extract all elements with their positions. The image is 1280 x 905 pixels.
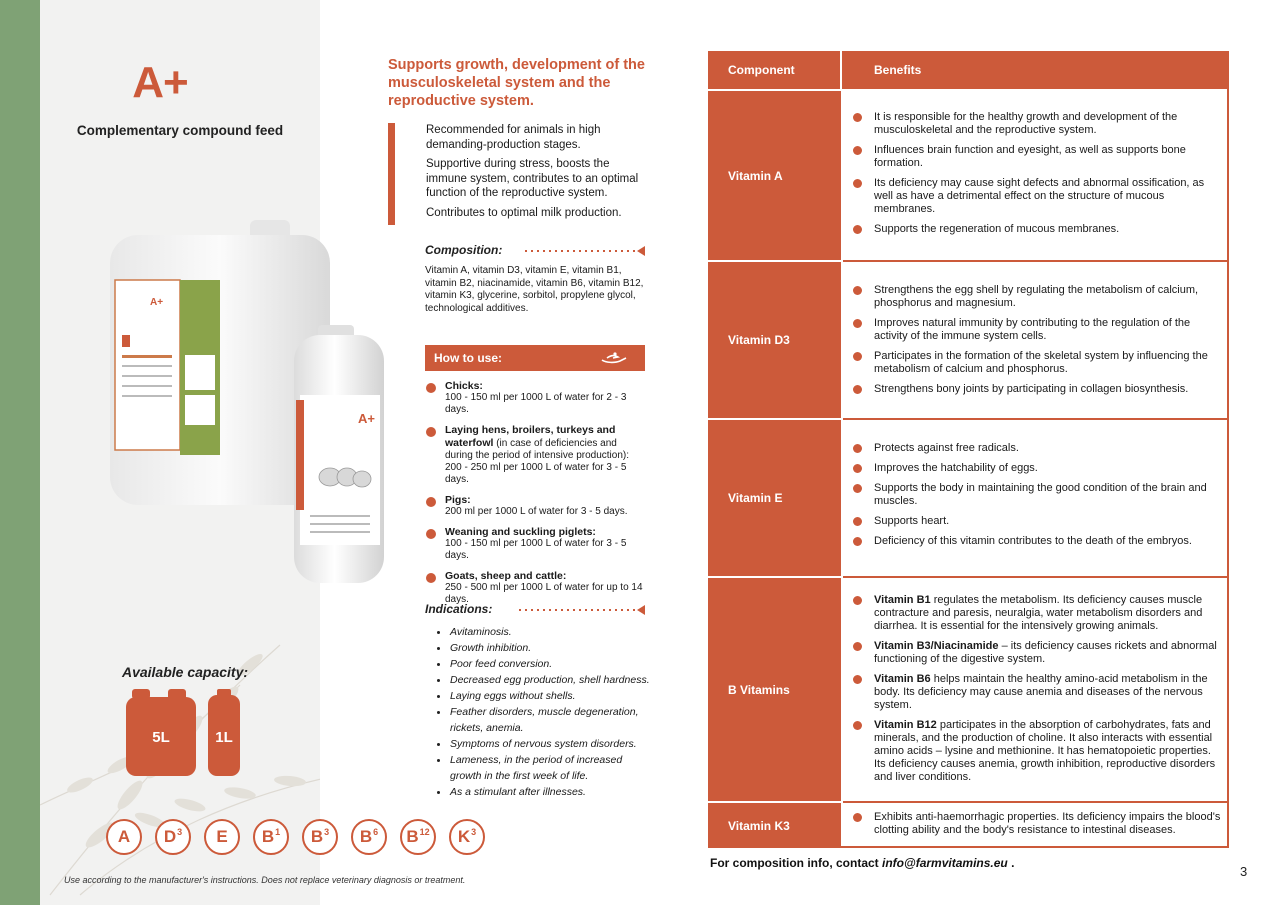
vitamin-benefits-table: [708, 51, 1229, 848]
vitamin-badge-d3: D $^3$: [155, 819, 191, 855]
howto-list: [425, 380, 647, 614]
howto-title: How to use:: [434, 351, 502, 365]
headline: Supports growth, development of the musculoskeletal system and the reproductive system.: [388, 57, 645, 109]
list-item: Participates in the formation of the skeletal system by influencing the metabolism of calcium and phosphorus.: [852, 350, 1222, 376]
list-item: Vitamin B1 regulates the metabolism. Its deficiency causes muscle contracture and paresis, neuralgia, water metabolism disorders and diarrhea. It is essential for the intensively growing animals.: [852, 594, 1222, 633]
list-item: Pigs: 200 ml per 1000 L of water for 3 - 5 days.: [425, 494, 647, 518]
list-item: Growth inhibition.: [436, 640, 651, 656]
capacity-5l-label: 5L: [152, 729, 170, 746]
capacity-1l-label: 1L: [215, 729, 233, 746]
vitamin-badge-b3: B $^3$: [302, 819, 338, 855]
list-item: Lameness, in the period of increased growth in the first week of life.: [436, 752, 651, 784]
vitamin-badge-b6: B $^6$: [351, 819, 387, 855]
list-item: Goats, sheep and cattle: 250 - 500 ml per 1000 L of water for up to 14 days.: [425, 570, 647, 606]
list-item: Improves natural immunity by contributing to the regulation of the activity of the immune system cells.: [852, 317, 1222, 343]
row-label: Vitamin A: [708, 89, 841, 260]
row-label: B Vitamins: [708, 576, 841, 801]
vitamin-badge-k3: K $^3$: [449, 819, 485, 855]
row-benefits: [852, 811, 1222, 844]
row-label: Vitamin E: [708, 418, 841, 576]
indications-list: [436, 624, 651, 800]
table-row: [708, 576, 1229, 801]
table-row: [708, 89, 1229, 260]
table-row: [708, 418, 1229, 576]
howto-header: [425, 345, 645, 371]
list-item: Supports heart.: [852, 515, 1222, 528]
intro-line: Recommended for animals in high demanding-production stages.: [426, 124, 601, 151]
row-benefits: [852, 284, 1222, 403]
composition-text: Vitamin A, vitamin D3, vitamin E, vitamin B1, vitamin B2, niacinamide, vitamin B6, vitamin B12, vitamin K3, glycerine, sorbitol, propylene glycol, technological additives.: [425, 265, 644, 314]
list-item: Strengthens bony joints by participating in collagen biosynthesis.: [852, 383, 1222, 396]
list-item: Supports the body in maintaining the good condition of the brain and muscles.: [852, 482, 1222, 508]
intro-line: Supportive during stress, boosts the immune system, contributes to an optimal function of the reproductive system.: [426, 158, 639, 199]
vitamin-badges: [106, 819, 485, 855]
list-item: Vitamin B3/Niacinamide – its deficiency causes rickets and abnormal functioning of the digestive system.: [852, 640, 1222, 666]
list-item: Supports the regeneration of mucous membranes.: [852, 223, 1222, 236]
contact-email-link[interactable]: info@farmvitamins.eu: [882, 856, 1008, 870]
brand-title: A+: [132, 58, 188, 107]
row-divider: [843, 418, 1229, 420]
list-item: Poor feed conversion.: [436, 656, 651, 672]
list-item: Laying eggs without shells.: [436, 688, 651, 704]
row-divider: [843, 801, 1229, 803]
vitamin-badge-e: E: [204, 819, 240, 855]
list-item: Weaning and suckling piglets: 100 - 150 ml per 1000 L of water for 3 - 5 days.: [425, 526, 647, 562]
row-divider: [843, 576, 1229, 578]
list-item: Its deficiency may cause sight defects and abnormal ossification, as well as have a detrimental effect on the structure of mucous membranes.: [852, 177, 1222, 216]
page-number: 3: [1240, 864, 1248, 879]
product-description: [388, 56, 650, 798]
row-benefits: [852, 442, 1222, 555]
list-item: Decreased egg production, shell hardness.: [436, 672, 651, 688]
intro-block: [388, 123, 650, 225]
header-component: Component: [728, 63, 795, 77]
table-row: [708, 260, 1229, 418]
svg-text:A+: A+: [358, 411, 375, 426]
list-item: Vitamin B12 participates in the absorption of carbohydrates, fats and minerals, and the production of choline. It also interacts with essential amino acids – lysine and methionine. It has hematopoietic properties. Its deficiency causes anemia, growth inhibition, reproductive disorders and liver conditions.: [852, 719, 1222, 784]
list-item: Protects against free radicals.: [852, 442, 1222, 455]
row-label: Vitamin D3: [708, 260, 841, 418]
list-item: Influences brain function and eyesight, as well as supports bone formation.: [852, 144, 1222, 170]
list-item: Feather disorders, muscle degeneration, rickets, anemia.: [436, 704, 651, 736]
list-item: Exhibits anti-haemorrhagic properties. Its deficiency impairs the blood's clotting ability and the body's resistance to intestinal diseases.: [852, 811, 1222, 837]
row-benefits: [852, 594, 1222, 791]
svg-text:A+: A+: [150, 297, 164, 308]
intro-line: Contributes to optimal milk production.: [426, 206, 622, 219]
header-benefits: Benefits: [874, 63, 922, 77]
table-header: [708, 51, 1229, 89]
composition-title: Composition:: [425, 243, 503, 257]
disclaimer: Use according to the manufacturer's instructions. Does not replace veterinary diagnosis or treatment.: [64, 875, 466, 885]
contact-suffix: .: [1007, 856, 1015, 870]
contact-line: [710, 856, 1014, 870]
list-item: Chicks: 100 - 150 ml per 1000 L of water for 2 - 3 days.: [425, 380, 647, 416]
list-item: Improves the hatchability of eggs.: [852, 462, 1222, 475]
vitamin-badge-b12: B $^{12}$: [400, 819, 436, 855]
hand-icon: [601, 352, 627, 364]
list-item: As a stimulant after illnesses.: [436, 784, 651, 800]
list-item: Symptoms of nervous system disorders.: [436, 736, 651, 752]
list-item: Laying hens, broilers, turkeys and waterfowl (in case of deficiencies and during the period of intensive production): 200 - 250 ml per 1000 L of water for 3 - 5 days.: [425, 424, 647, 486]
list-item: Avitaminosis.: [436, 624, 651, 640]
decorative-green-strip: [0, 0, 40, 905]
dotted-arrow-divider: [519, 605, 647, 615]
table-row: [708, 801, 1229, 848]
dotted-arrow-divider: [525, 246, 647, 256]
list-item: Vitamin B6 helps maintain the healthy amino-acid metabolism in the body. Its deficiency may cause anemia and diseases of the nervous system.: [852, 673, 1222, 712]
contact-label: For composition info, contact: [710, 856, 879, 870]
list-item: Deficiency of this vitamin contributes to the death of the embryos.: [852, 535, 1222, 548]
row-label: Vitamin K3: [708, 801, 841, 848]
list-item: It is responsible for the healthy growth and development of the musculoskeletal and the reproductive system.: [852, 111, 1222, 137]
list-item: Strengthens the egg shell by regulating the metabolism of calcium, phosphorus and magnesium.: [852, 284, 1222, 310]
vitamin-badge-a: A: [106, 819, 142, 855]
capacity-title: Available capacity:: [121, 664, 249, 680]
vitamin-badge-b1: B $^1$: [253, 819, 289, 855]
product-packaging-image: [100, 215, 400, 585]
row-divider: [843, 260, 1229, 262]
row-benefits: [852, 111, 1222, 243]
indications-title: Indications:: [425, 602, 493, 616]
header-separator: [840, 51, 842, 89]
brand-subtitle: Complementary compound feed: [76, 123, 284, 138]
